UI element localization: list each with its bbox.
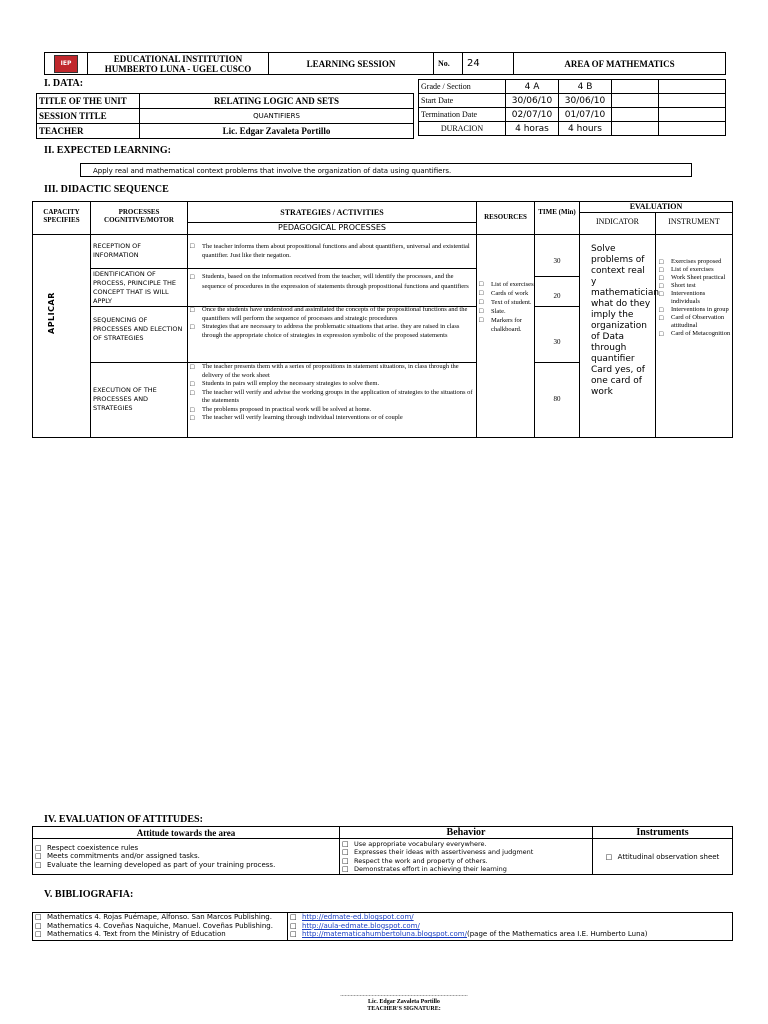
behavior-items-cell — [340, 839, 593, 875]
didactic-heading: III. DIDACTIC SEQUENCE — [44, 184, 169, 195]
data-value: Lic. Edgar Zavaleta Portillo — [140, 124, 414, 139]
attitudes-heading: IV. EVALUATION OF ATTITUDES: — [44, 814, 203, 825]
bibliography-link[interactable]: http://matematicahumbertoluna.blogspot.com/ — [302, 930, 467, 938]
data-label: SESSION TITLE — [37, 109, 140, 124]
indicator-header: INDICATOR — [596, 217, 639, 226]
session-number: 24 — [463, 53, 514, 75]
resource-item: □ Slate. — [479, 307, 537, 316]
behavior-item: □ Expresses their ideas with assertiveness and judgment — [342, 848, 590, 857]
instrument-item: □ Interventions individuals — [659, 290, 731, 306]
attitude-item: □ Evaluate the learning developed as part of your training process. — [35, 861, 337, 870]
grade-empty — [612, 122, 659, 136]
process-cell: EXECUTION OF THE PROCESSES AND STRATEGIES — [93, 386, 157, 412]
link-item — [290, 922, 730, 931]
grade-value: 02/07/10 — [506, 108, 559, 122]
data-label: TEACHER — [37, 124, 140, 139]
grade-table — [418, 79, 726, 136]
grade-value: 01/07/10 — [559, 108, 612, 122]
resource-item: □ Text of student. — [479, 298, 537, 307]
data-heading: I. DATA: — [44, 78, 84, 89]
logo-cell — [45, 53, 88, 75]
strategy-list — [190, 306, 474, 340]
resource-item: □ List of exercises — [479, 280, 537, 289]
expected-heading: II. EXPECTED LEARNING: — [44, 145, 171, 156]
instruments-column-header: Instruments — [593, 827, 733, 839]
process-cell: SEQUENCING OF PROCESSES AND ELECTION OF STRATEGIES — [93, 316, 183, 342]
data-value: RELATING LOGIC AND SETS — [140, 94, 414, 109]
link-item — [290, 930, 730, 939]
grade-empty — [612, 94, 659, 108]
attitude-instrument-cell — [593, 839, 733, 875]
grade-label: Start Date — [419, 94, 506, 108]
behavior-item: □ Respect the work and property of others. — [342, 857, 590, 866]
bibliography-table — [32, 912, 733, 941]
grade-value: 30/06/10 — [506, 94, 559, 108]
grade-empty — [659, 80, 726, 94]
book-item: □ Mathematics 4. Text from the Ministry of Education — [35, 930, 285, 939]
strategy-item: □ Students in pairs will employ the necessary strategies to solve them. — [190, 380, 474, 389]
attitude-instrument: □ Attitudinal observation sheet — [606, 853, 720, 861]
resource-item: □ Cards of work — [479, 289, 537, 298]
instrument-item: □ Card of Observation attitudinal — [659, 314, 731, 330]
link-item — [290, 913, 730, 922]
pedagogical-header: PEDAGOGICAL PROCESSES — [278, 223, 386, 232]
process-cell: RECEPTION OF INFORMATION — [93, 242, 141, 259]
links-cell — [288, 913, 733, 941]
indicator-text: Solve problems of context real y mathematician what do they imply the organization of Data through quantifier Card yes, of one card of work — [591, 244, 660, 397]
instrument-header: INSTRUMENT — [668, 217, 720, 226]
strategy-item: □ Strategies that are necessary to address the problematic situations that arise. they are raised in class through the appropriate choice of strategies in expression symbolic of the proposed statements — [190, 323, 474, 340]
resources-header: RESOURCES — [484, 213, 527, 221]
attitudes-table — [32, 826, 733, 875]
attitude-items-cell — [33, 839, 340, 875]
time-cell: 20 — [553, 292, 561, 300]
link-suffix: (page of the Mathematics area I.E. Humberto Luna) — [467, 930, 648, 938]
bibliography-link[interactable]: http://aula-edmate.blogspot.com/ — [302, 921, 420, 930]
data-label: TITLE OF THE UNIT — [37, 94, 140, 109]
expected-learning-text: Apply real and mathematical context problems that involve the organization of data using quantifiers. — [80, 163, 692, 177]
book-item: □ Mathematics 4. Rojas Puémape, Alfonso. San Marcos Publishing. — [35, 913, 285, 922]
attitude-column-header: Attitude towards the area — [33, 827, 340, 839]
capacity-header: CAPACITY SPECIFIES — [43, 208, 80, 224]
grade-empty — [612, 80, 659, 94]
resource-item: □ Markers for chalkboard. — [479, 316, 537, 334]
grade-empty — [612, 108, 659, 122]
grade-empty — [659, 122, 726, 136]
strategy-item: □ The teacher presents them with a series of propositions in statement situations, in class through the delivery of the work sheet — [190, 363, 474, 380]
instrument-item: □ Work Sheet practical — [659, 274, 731, 282]
data-value: QUANTIFIERS — [140, 109, 414, 124]
signature-name: Lic. Edgar Zavaleta Portillo — [368, 999, 440, 1005]
strategy-list — [190, 272, 474, 292]
instrument-item: □ Exercises proposed — [659, 258, 731, 266]
instrument-item: □ Interventions in group — [659, 306, 731, 314]
institution-name: EDUCATIONAL INSTITUTION — [113, 53, 243, 64]
grade-label: Termination Date — [419, 108, 506, 122]
grade-value: 30/06/10 — [559, 94, 612, 108]
strategy-list — [190, 363, 474, 423]
signature-block — [284, 992, 524, 1013]
strategy-item: □ Once the students have understood and assimilated the concepts of the propositional functions and the quantifiers will perform the sequence of processes and strategic procedures — [190, 306, 474, 323]
attitude-item: □ Respect coexistence rules — [35, 844, 337, 853]
strategy-item: □ The teacher will verify and advise the working groups in the application of strategies to the situations of the statements — [190, 389, 474, 406]
behavior-item: □ Use appropriate vocabulary everywhere. — [342, 840, 590, 849]
school-logo: IEP — [54, 55, 78, 73]
grade-label: Grade / Section — [419, 80, 506, 94]
data-table — [36, 93, 414, 139]
header-table — [44, 52, 726, 75]
didactic-table — [32, 201, 733, 438]
books-cell — [33, 913, 288, 941]
instrument-item: □ Short test — [659, 282, 731, 290]
grade-label: DURACION — [419, 122, 506, 136]
time-cell: 30 — [553, 338, 561, 346]
strategies-header: STRATEGIES / ACTIVITIES — [280, 208, 384, 217]
grade-value: 4 hours — [559, 122, 612, 136]
strategy-item: □ Students, based on the information received from the teacher, will identify the processes, and the sequence of procedures in the expression of statements through propositional functions and quantifiers — [190, 272, 474, 292]
capacity-value: APLICAR — [47, 292, 56, 334]
evaluation-header: EVALUATION — [629, 202, 683, 211]
process-cell: IDENTIFICATION OF PROCESS, PRINCIPLE THE CONCEPT THAT IS WILL APPLY — [93, 270, 176, 305]
behavior-item: □ Demonstrates effort in achieving their learning — [342, 865, 590, 874]
instruments-list — [659, 258, 731, 338]
signature-line: ..................................................................................... — [340, 992, 468, 998]
behavior-column-header: Behavior — [340, 827, 593, 839]
no-label: No. — [434, 53, 463, 75]
grade-value: 4 B — [559, 80, 612, 94]
processes-header: PROCESSES COGNITIVE/MOTOR — [104, 208, 174, 224]
signature-label: TEACHER'S SIGNATURE: — [367, 1006, 441, 1012]
strategy-list — [190, 242, 474, 260]
session-label: LEARNING SESSION — [269, 53, 434, 75]
grade-empty — [659, 108, 726, 122]
resources-list — [479, 280, 537, 334]
grade-value: 4 A — [506, 80, 559, 94]
strategy-item: □ The problems proposed in practical work will be solved at home. — [190, 406, 474, 415]
grade-empty — [659, 94, 726, 108]
area-label: AREA OF MATHEMATICS — [514, 53, 726, 75]
attitude-item: □ Meets commitments and/or assigned tasks. — [35, 852, 337, 861]
institution-ugel: HUMBERTO LUNA - UGEL CUSCO — [104, 63, 252, 74]
strategy-item: □ The teacher will verify learning through individual interventions or of couple — [190, 414, 474, 423]
time-cell: 80 — [553, 395, 561, 403]
strategy-item: □ The teacher informs them about propositional functions and about quantifiers, universal and existential quantifier. Just like their negation. — [190, 242, 474, 260]
institution-cell — [88, 53, 269, 75]
time-header: TIME (Min) — [538, 208, 576, 216]
time-cell: 30 — [553, 257, 561, 265]
bibliography-link[interactable]: http://edmate-ed.blogspot.com/ — [302, 913, 414, 921]
book-item: □ Mathematics 4. Coveñas Naquiche, Manuel. Coveñas Publishing. — [35, 922, 285, 931]
grade-value: 4 horas — [506, 122, 559, 136]
instrument-item: □ Card of Metacognition — [659, 330, 731, 338]
instrument-item: □ List of exercises — [659, 266, 731, 274]
bibliography-heading: V. BIBLIOGRAFIA: — [44, 889, 134, 900]
